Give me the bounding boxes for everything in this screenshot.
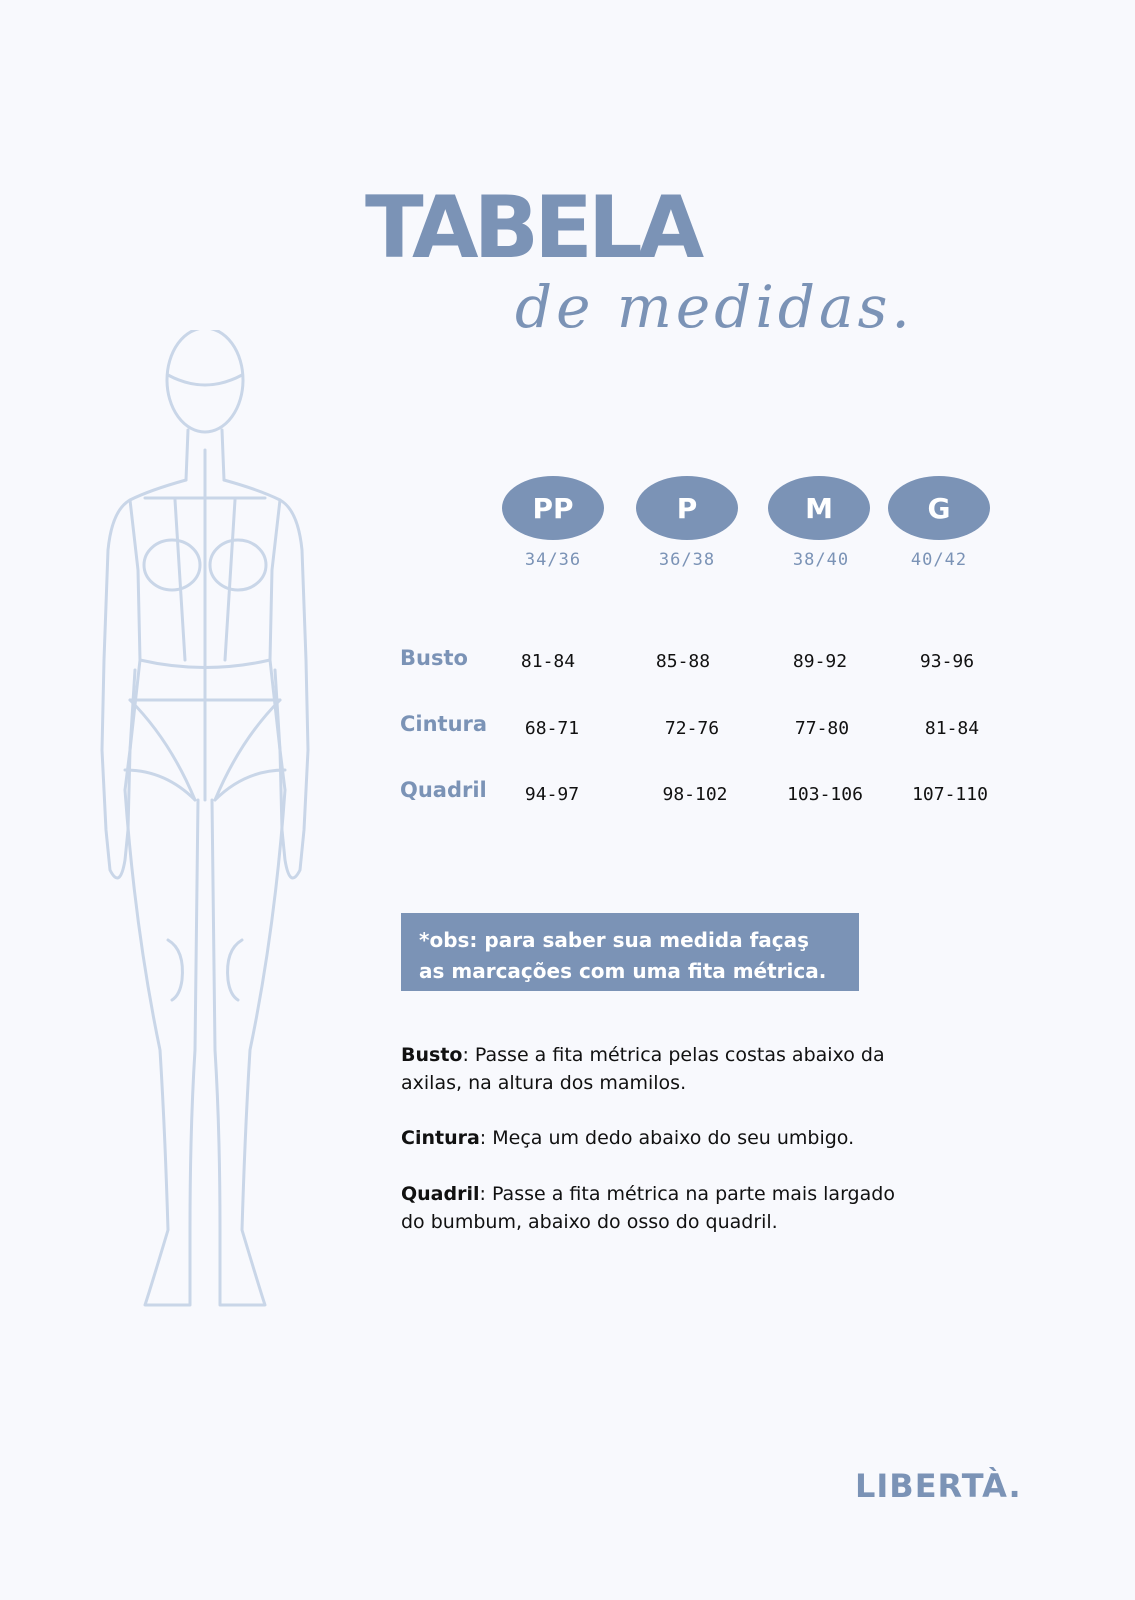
brand-logo: LIBERTÀ.: [855, 1467, 1022, 1505]
obs-note-box: *obs: para saber sua medida façaş as marcações com uma fita métrica.: [401, 913, 859, 991]
table-cell: 89-92: [792, 651, 848, 672]
size-number-p: 36/38: [658, 550, 716, 570]
table-cell: 94-97: [524, 784, 580, 805]
row-label-quadril: Quadril: [400, 778, 487, 802]
instruction-text: : Meça um dedo abaixo do seu umbigo.: [479, 1127, 855, 1149]
instruction-text: : Passe a fita métrica pelas costas abaixo da axilas, na altura dos mamilos.: [401, 1044, 885, 1094]
page-subtitle: de medidas.: [515, 273, 914, 341]
size-badge-g: G: [888, 476, 990, 540]
size-number-m: 38/40: [792, 550, 850, 570]
instruction-term: Busto: [401, 1044, 463, 1066]
table-cell: 68-71: [524, 718, 580, 739]
body-figure-illustration: [90, 330, 320, 1340]
size-number-pp: 34/36: [524, 550, 582, 570]
size-badge-pp: PP: [502, 476, 604, 540]
table-cell: 103-106: [787, 784, 863, 805]
instruction-term: Quadril: [401, 1183, 480, 1205]
table-cell: 107-110: [912, 784, 988, 805]
instruction-quadril: [401, 1180, 921, 1236]
row-label-busto: Busto: [400, 646, 468, 670]
table-cell: 77-80: [794, 718, 850, 739]
instruction-busto: [401, 1041, 921, 1097]
table-cell: 85-88: [655, 651, 711, 672]
table-cell: 72-76: [664, 718, 720, 739]
instruction-term: Cintura: [401, 1127, 480, 1149]
size-badge-p: P: [636, 476, 738, 540]
table-cell: 81-84: [520, 651, 576, 672]
size-number-g: 40/42: [910, 550, 968, 570]
size-badge-m: M: [768, 476, 870, 540]
instruction-cintura: [401, 1124, 921, 1152]
table-cell: 81-84: [924, 718, 980, 739]
page-title: TABELA: [365, 178, 700, 278]
row-label-cintura: Cintura: [400, 712, 488, 736]
table-cell: 93-96: [919, 651, 975, 672]
instruction-text: : Passe a fita métrica na parte mais largado do bumbum, abaixo do osso do quadril.: [401, 1183, 895, 1233]
table-cell: 98-102: [662, 784, 728, 805]
